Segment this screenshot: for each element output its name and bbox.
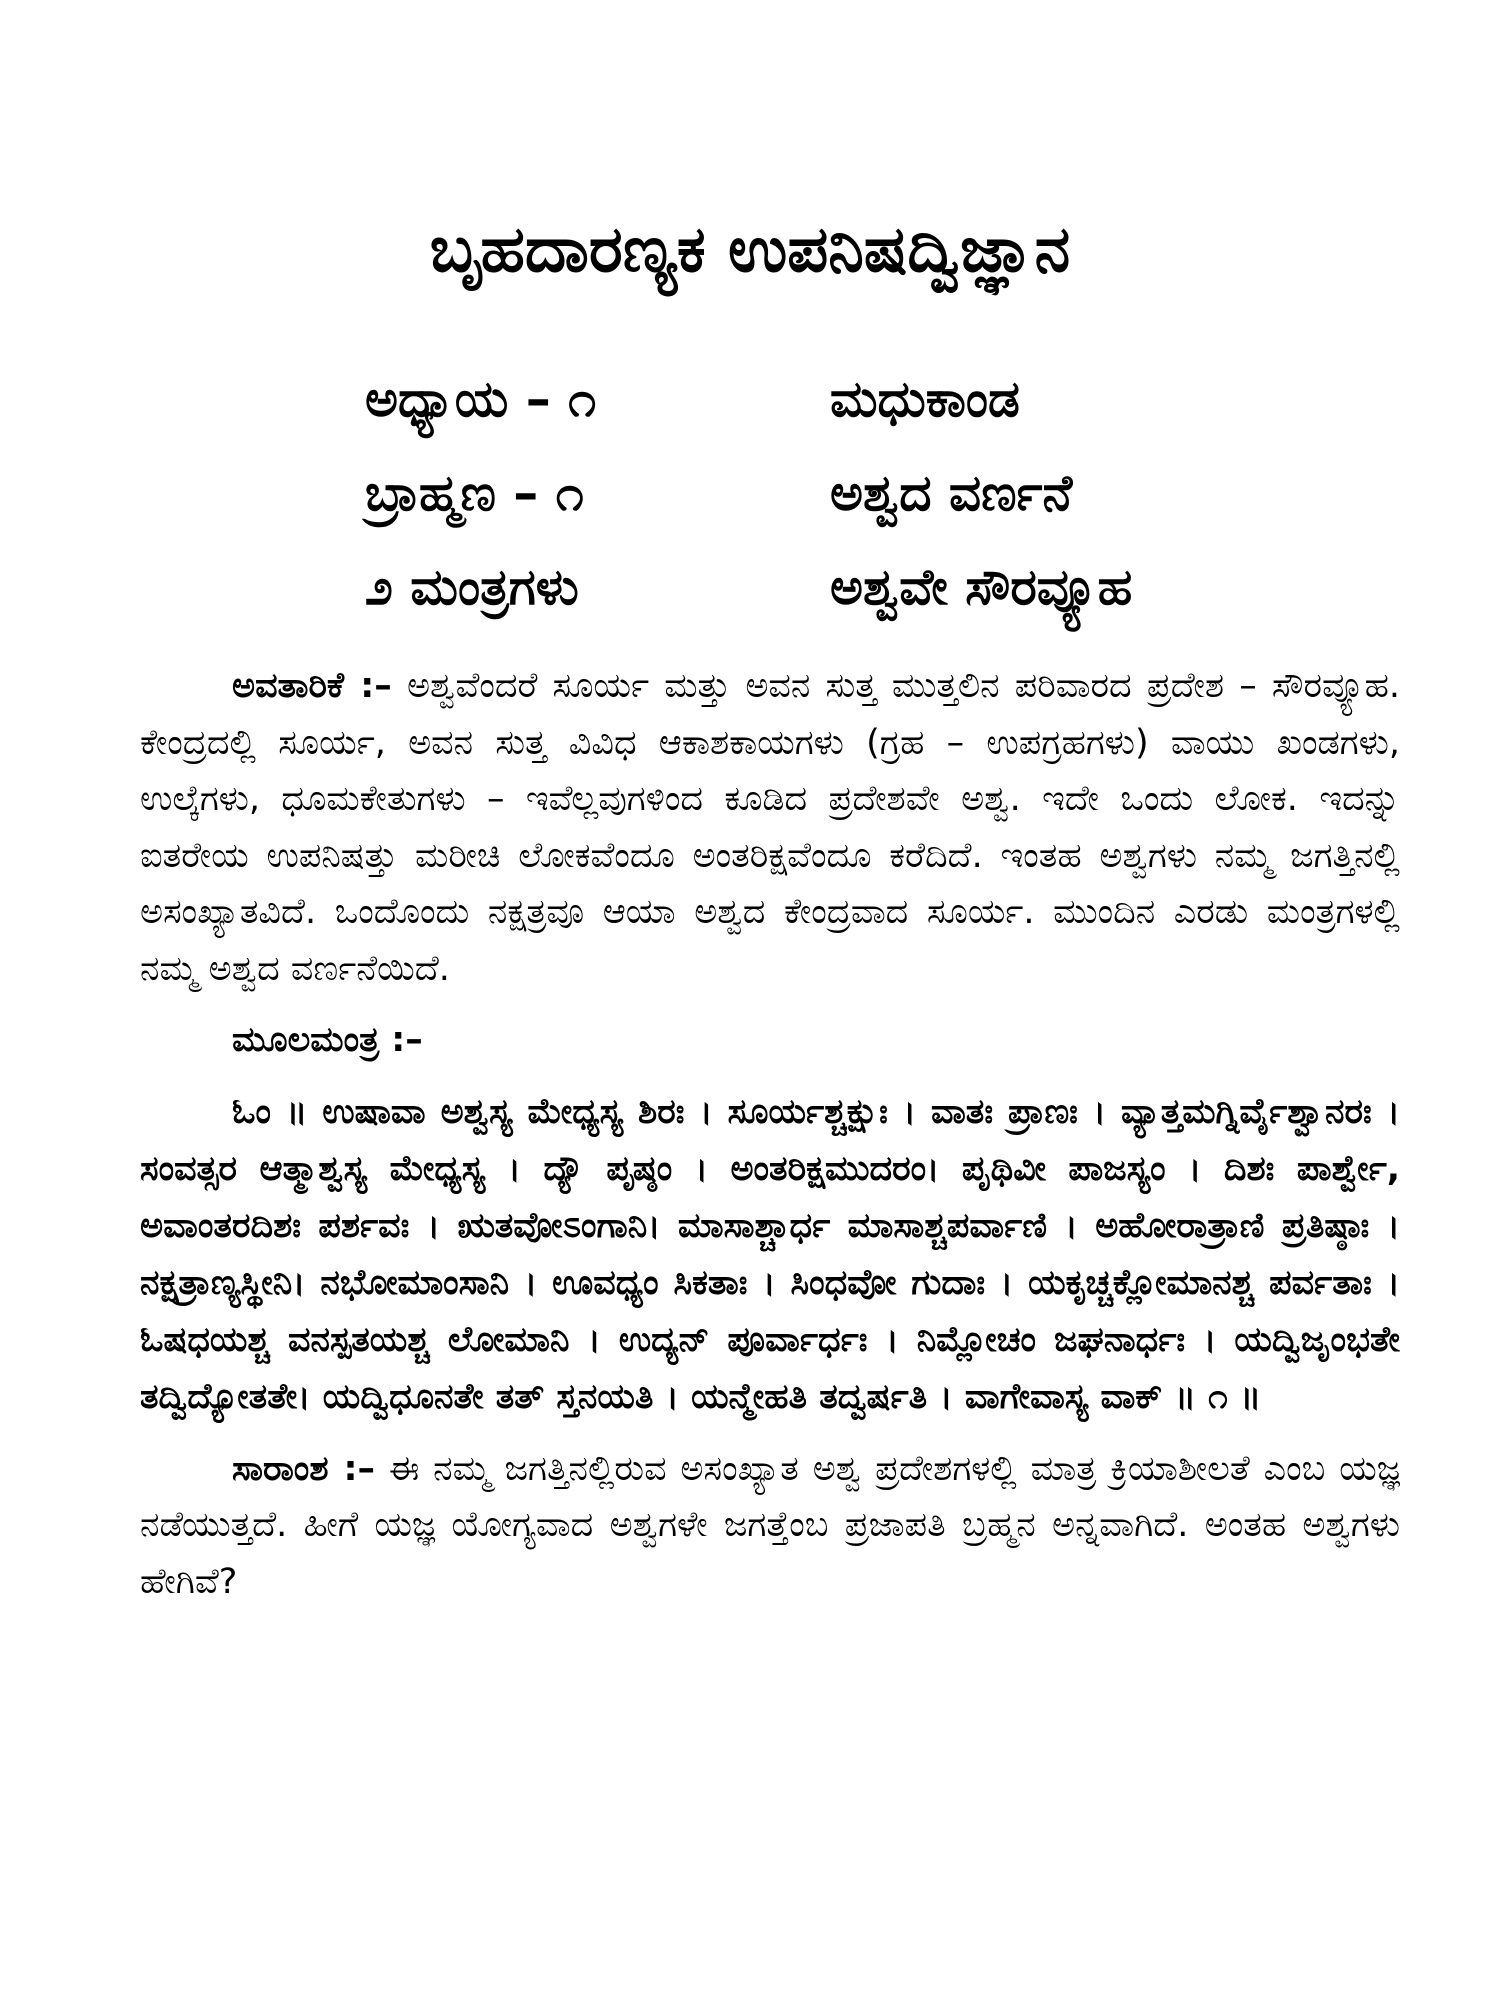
mantra-paragraph — [140, 1084, 1400, 1426]
document-body — [140, 658, 1400, 1625]
brahmana-label: ಬ್ರಾಹ್ಮಣ – ೧ — [365, 463, 584, 522]
kanda-name: ಮಧುಕಾಂಡ — [830, 369, 1020, 428]
summary-label: ಸಾರಾಂಶ :– — [232, 1448, 375, 1489]
mantra-text: ಓಂ ॥ ಉಷಾವಾ ಅಶ್ವಸ್ಯ ಮೇಧ್ಯಸ್ಯ ಶಿರಃ । ಸೂರ್ಯಶ್ಚಕ್ಷುಃ । ವಾತಃ ಪ್ರಾಣಃ । ವ್ಯಾತ್ತಮಗ್ನಿರ್ವೈಶ್ವಾನರಃ । ಸಂವತ್ಸರ ಆತ್ಮಾಶ್ವಸ್ಯ ಮೇಧ್ಯಸ್ಯ । ದ್ಯೌ ಪೃಷ್ಠಂ । ಅಂತರಿಕ್ಷಮುದರಂ। ಪೃಥಿವೀ ಪಾಜಸ್ಯಂ । ದಿಶಃ ಪಾರ್ಶ್ವೇ, ಅವಾಂತರದಿಶಃ ಪರ್ಶವಃ । ಋತವೋಽಂಗಾನಿ। ಮಾಸಾಶ್ಚಾರ್ಧ ಮಾಸಾಶ್ಚಪರ್ವಾಣಿ । ಅಹೋರಾತ್ರಾಣಿ ಪ್ರತಿಷ್ಠಾಃ । ನಕ್ಷತ್ರಾಣ್ಯಸ್ಥೀನಿ। ನಭೋಮಾಂಸಾನಿ । ಊವಧ್ಯಂ ಸಿಕತಾಃ । ಸಿಂಧವೋ ಗುದಾಃ । ಯಕೃಚ್ಚಕ್ಲೋಮಾನಶ್ಚ ಪರ್ವತಾಃ । ಓಷಧಯಶ್ಚ ವನಸ್ಪತಯಶ್ಚ ಲೋಮಾನಿ । ಉದ್ಯನ್ ಪೂರ್ವಾರ್ಧಃ । ನಿಮ್ಲೋಚಂ ಜಘನಾರ್ಧಃ । ಯದ್ವಿಜೃಂಭತೇ ತದ್ವಿದ್ಯೋತತೇ। ಯದ್ವಿಧೂನತೇ ತತ್ ಸ್ತನಯತಿ । ಯನ್ಮೇಹತಿ ತದ್ವರ್ಷತಿ । ವಾಗೇವಾಸ್ಯ ವಾಕ್ ॥ ೧ ॥ — [140, 1091, 1400, 1417]
mantra-count: ೨ ಮಂತ್ರಗಳು — [365, 557, 579, 616]
chapter-info-row — [365, 446, 1265, 540]
chapter-info-row — [365, 540, 1265, 634]
summary-text: ಈ ನಮ್ಮ ಜಗತ್ತಿನಲ್ಲಿರುವ ಅಸಂಖ್ಯಾತ ಅಶ್ವ ಪ್ರದೇಶಗಳಲ್ಲಿ ಮಾತ್ರ ಕ್ರಿಯಾಶೀಲತೆ ಎಂಬ ಯಜ್ಞ ನಡೆಯುತ್ತದೆ. ಹೀಗೆ ಯಜ್ಞ ಯೋಗ್ಯವಾದ ಅಶ್ವಗಳೇ ಜಗತ್ತೆಂಬ ಪ್ರಜಾಪತಿ ಬ್ರಹ್ಮನ ಅನ್ನವಾಗಿದೆ. ಅಂತಹ ಅಶ್ವಗಳು ಹೇಗಿವೆ? — [140, 1448, 1400, 1602]
chapter-info-row — [365, 352, 1265, 446]
adhyaya-label: ಅಧ್ಯಾಯ – ೧ — [365, 369, 597, 428]
page-title: ಬೃಹದಾರಣ್ಯಕ ಉಪನಿಷದ್ವಿಜ್ಞಾನ — [429, 213, 1071, 287]
brahmana-topic: ಅಶ್ವದ ವರ್ಣನೆ — [830, 463, 1073, 522]
intro-label: ಅವತಾರಿಕೆ :– — [232, 666, 392, 706]
moola-heading — [140, 1012, 1400, 1069]
intro-paragraph — [140, 658, 1400, 997]
chapter-info — [365, 352, 1265, 634]
moola-label: ಮೂಲಮಂತ್ರ :– — [232, 1020, 423, 1060]
summary-paragraph — [140, 1441, 1400, 1611]
intro-text: ಅಶ್ವವೆಂದರೆ ಸೂರ್ಯ ಮತ್ತು ಅವನ ಸುತ್ತ ಮುತ್ತಲಿನ ಪರಿವಾರದ ಪ್ರದೇಶ – ಸೌರವ್ಯೂಹ. ಕೇಂದ್ರದಲ್ಲಿ ಸೂರ್ಯ, ಅವನ ಸುತ್ತ ವಿವಿಧ ಆಕಾಶಕಾಯಗಳು (ಗ್ರಹ – ಉಪಗ್ರಹಗಳು) ವಾಯು ಖಂಡಗಳು, ಉಲ್ಕೆಗಳು, ಧೂಮಕೇತುಗಳು – ಇವೆಲ್ಲವುಗಳಿಂದ ಕೂಡಿದ ಪ್ರದೇಶವೇ ಅಶ್ವ. ಇದೇ ಒಂದು ಲೋಕ. ಇದನ್ನು ಐತರೇಯ ಉಪನಿಷತ್ತು ಮರೀಚಿ ಲೋಕವೆಂದೂ ಅಂತರಿಕ್ಷವೆಂದೂ ಕರೆದಿದೆ. ಇಂತಹ ಅಶ್ವಗಳು ನಮ್ಮ ಜಗತ್ತಿನಲ್ಲಿ ಅಸಂಖ್ಯಾತವಿದೆ. ಒಂದೊಂದು ನಕ್ಷತ್ರವೂ ಆಯಾ ಅಶ್ವದ ಕೇಂದ್ರವಾದ ಸೂರ್ಯ. ಮುಂದಿನ ಎರಡು ಮಂತ್ರಗಳಲ್ಲಿ ನಮ್ಮ ಅಶ್ವದ ವರ್ಣನೆಯಿದೆ. — [140, 666, 1400, 989]
section-subject: ಅಶ್ವವೇ ಸೌರವ್ಯೂಹ — [830, 557, 1133, 616]
